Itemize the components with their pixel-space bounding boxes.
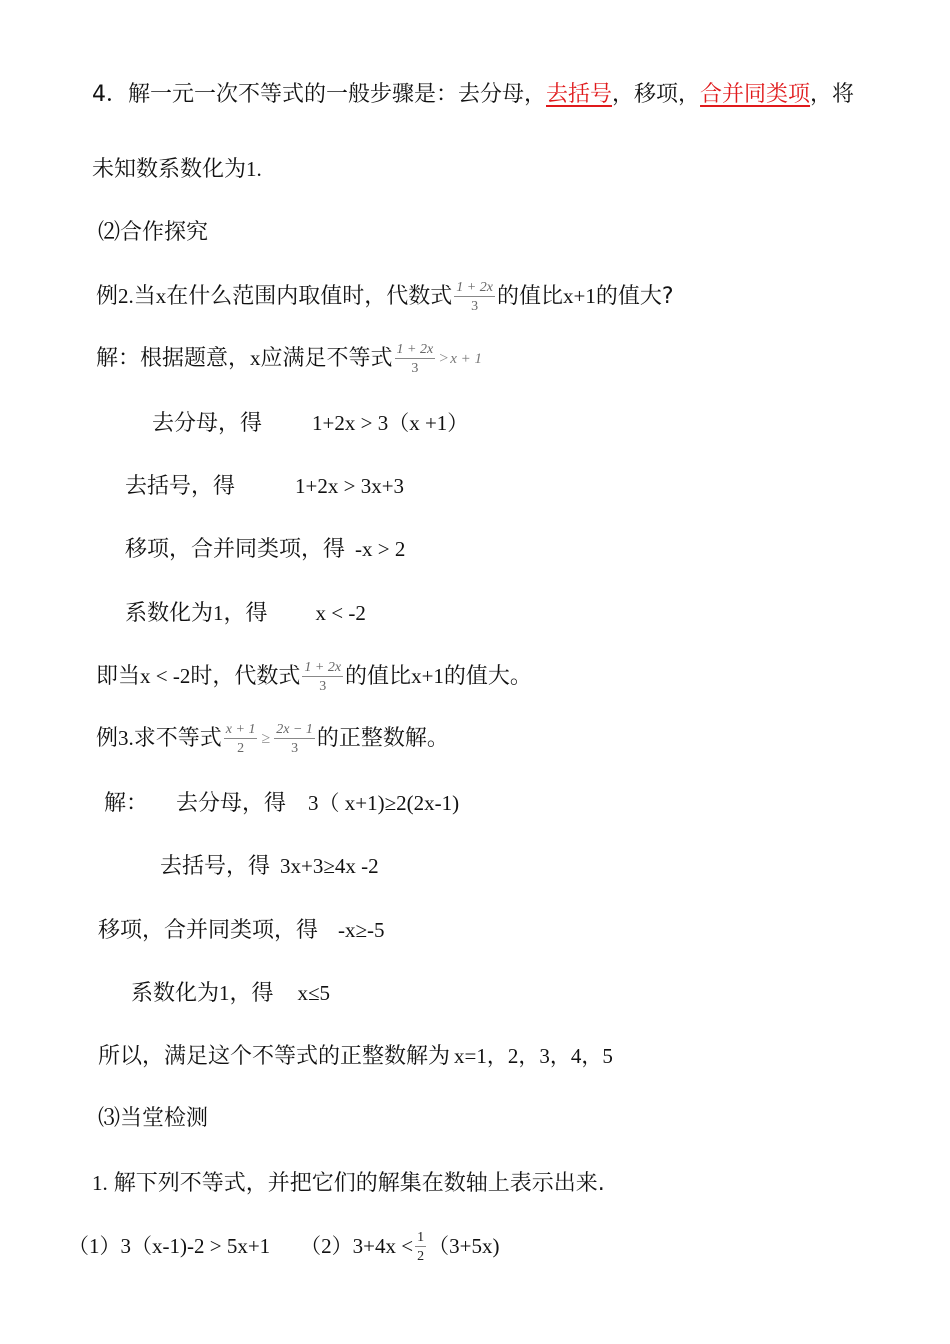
example-3-question: 例3.求不等式 $\frac{x + 1}{2}$ ≥ $\frac{2x - 1}{3}$ 的正整数解。 (96, 722, 449, 756)
example-2-conclusion: 即当x < -2时，代数式 $\frac{1 + 2x}{3}$ 的值比x+1的值大。 (96, 660, 532, 694)
step-summary-line: 4．解一元一次不等式的一般步骤是：去分母，去括号，移项，合并同类项，将 (92, 82, 855, 107)
step-remove-brackets: 去括号，得 1+2x > 3x+3 (125, 474, 405, 499)
step-coefficient: 系数化为1，得 x < -2 (125, 601, 366, 626)
example-3-step-clear-denominator: 解： 去分母，得 3（ x+1)≥2(2x-1) (104, 791, 460, 816)
answer-combine-like-terms: 合并同类项 (700, 82, 811, 107)
example-3-step-remove-brackets: 去括号，得 3x+3≥4x -2 (160, 854, 379, 879)
answer-remove-brackets: 去括号 (546, 82, 613, 107)
fraction: $\frac{1 + 2x}{3}$ (396, 342, 434, 376)
step-clear-denominator: 去分母，得 1+2x > 3（x +1） (152, 411, 469, 436)
step-move-terms: 移项，合并同类项，得 -x > 2 (125, 537, 406, 562)
fraction-one-half: $\frac{1}{2}$ (417, 1230, 425, 1264)
section-heading-classroom-check: ⑶当堂检测 (98, 1106, 209, 1131)
exercise-1-problems: （1）3（x-1)-2 > 5x+1 （2）3+4x < $\frac{1}{2}$ （3+5x) (68, 1230, 500, 1264)
section-heading-cooperative: ⑵合作探究 (98, 220, 209, 245)
example-3-step-move-terms: 移项，合并同类项，得 -x≥-5 (98, 918, 385, 943)
fraction: $\frac{1 + 2x}{3}$ (456, 280, 493, 314)
fraction: $\frac{x + 1}{2}$ (225, 722, 256, 756)
example-3-step-coefficient: 系数化为1，得 x≤5 (131, 981, 331, 1006)
fraction: $\frac{1 + 2x}{3}$ (304, 660, 342, 694)
example-3-conclusion: 所以，满足这个不等式的正整数解为 x=1，2，3，4，5 (98, 1044, 613, 1069)
fraction: $\frac{2x - 1}{3}$ (276, 722, 313, 756)
exercise-1-instruction: 1. 解下列不等式，并把它们的解集在数轴上表示出来. (92, 1171, 605, 1196)
example-2-solution-intro: 解：根据题意，x应满足不等式 $\frac{1 + 2x}{3}$ > x + 1 (96, 342, 483, 376)
example-2-question: 例2.当x在什么范围内取值时，代数式 $\frac{1 + 2x}{3}$ 的值比x+1的值大? (96, 280, 674, 314)
step-summary-line-2: 未知数系数化为1. (92, 157, 262, 182)
